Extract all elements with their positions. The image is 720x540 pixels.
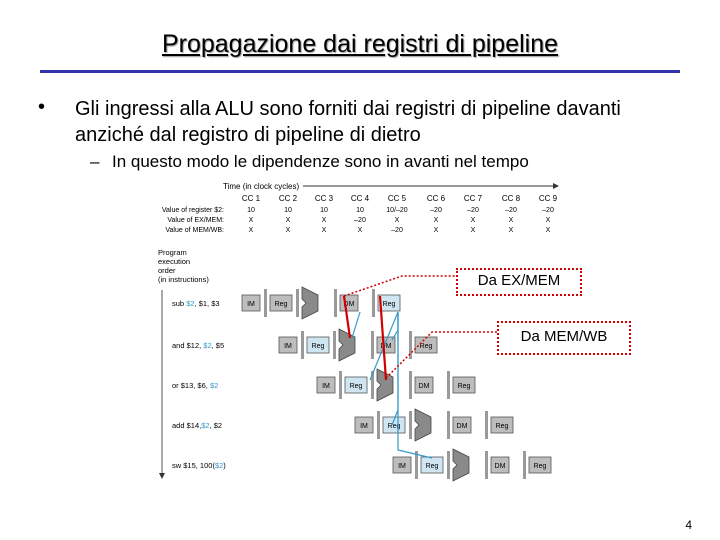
im-label: IM	[398, 463, 406, 470]
value-cell: –20	[505, 207, 517, 214]
value-row-label: Value of register $2:	[161, 207, 224, 214]
pipeline-register	[301, 331, 304, 359]
value-cell: X	[394, 217, 400, 224]
value-cell: –20	[467, 207, 479, 214]
pipeline-register	[264, 289, 267, 317]
callout-ex-mem: Da EX/MEM	[456, 268, 582, 296]
value-cell: X	[285, 227, 291, 234]
subbullet-marker: –	[90, 152, 100, 171]
value-cell: X	[545, 227, 551, 234]
dm-label: DM	[456, 423, 468, 430]
callout-leader-ex-mem	[344, 276, 456, 296]
alu-shape	[415, 409, 431, 441]
program-order-label: (in instructions)	[158, 275, 209, 284]
page-number: 4	[685, 518, 692, 532]
value-cell: –20	[430, 207, 442, 214]
value-cell: 10	[284, 207, 292, 214]
pipeline-register	[372, 289, 375, 317]
pipeline-register	[485, 411, 488, 439]
dm-label: DM	[494, 463, 506, 470]
cycle-label: CC 5	[387, 194, 407, 203]
reg-read-label: Reg	[274, 301, 288, 308]
reg-read-label: Reg	[425, 463, 439, 470]
slide-title: Propagazione dai registri di pipeline	[161, 30, 559, 58]
pipeline-register	[339, 371, 342, 399]
cycle-label: CC 9	[538, 194, 558, 203]
value-cell: –20	[391, 227, 403, 234]
value-cell: X	[508, 227, 514, 234]
value-cell: X	[470, 217, 476, 224]
value-cell: X	[433, 227, 439, 234]
subbullet-text: In questo modo le dipendenze sono in avanti nel tempo	[112, 152, 529, 171]
value-cell: 10/–20	[386, 207, 408, 214]
value-cell: X	[248, 227, 254, 234]
cycle-label: CC 2	[278, 194, 298, 203]
value-cell: 10	[320, 207, 328, 214]
pipeline-register	[523, 451, 526, 479]
pipeline-register	[296, 289, 299, 317]
pipeline-register	[485, 451, 488, 479]
value-cell: 10	[247, 207, 255, 214]
instruction-label: add $14,$2, $2	[172, 421, 223, 430]
reg-read-label: Reg	[349, 383, 363, 390]
cycle-label: CC 7	[463, 194, 483, 203]
reg-write-label: Reg	[533, 463, 547, 470]
cycle-label: CC 8	[501, 194, 521, 203]
program-order-label: execution	[158, 257, 191, 266]
dm-label: DM	[380, 343, 392, 350]
program-order-label: order	[158, 266, 176, 275]
bullet-marker: •	[38, 96, 46, 118]
reg-read-label: Reg	[311, 343, 325, 350]
im-label: IM	[360, 423, 368, 430]
cycle-label: CC 4	[350, 194, 370, 203]
data-path	[352, 312, 360, 338]
reg-write-label: Reg	[382, 301, 396, 308]
pipeline-register	[447, 451, 450, 479]
value-cell: 10	[356, 207, 364, 214]
instruction-label: sub $2, $1, $3	[172, 299, 220, 308]
pipeline-register	[409, 371, 412, 399]
dm-label: DM	[418, 383, 430, 390]
callout-leader-mem-wb	[386, 332, 497, 378]
value-cell: X	[508, 217, 514, 224]
instruction-label: sw $15, 100($2)	[172, 461, 226, 470]
cycle-label: CC 3	[314, 194, 334, 203]
pipeline-register	[447, 411, 450, 439]
time-axis-label: Time (in clock cycles)	[223, 182, 300, 191]
reg-write-label: Reg	[495, 423, 509, 430]
alu-shape	[339, 329, 355, 361]
reg-write-label: Reg	[457, 383, 471, 390]
dm-label: DM	[343, 301, 355, 308]
value-cell: X	[248, 217, 254, 224]
value-cell: X	[470, 227, 476, 234]
value-row-label: Value of EX/MEM:	[167, 217, 224, 224]
alu-shape	[453, 449, 469, 481]
value-cell: –20	[354, 217, 366, 224]
value-cell: X	[285, 217, 291, 224]
pipeline-register	[409, 411, 412, 439]
instruction-label: and $12, $2, $5	[172, 341, 225, 350]
pipeline-register	[371, 331, 374, 359]
reg-write-label: Reg	[419, 343, 433, 350]
instruction-label: or $13, $6, $2	[172, 381, 219, 390]
program-order-label: Program	[158, 248, 187, 257]
pipeline-register	[377, 411, 380, 439]
data-path	[392, 312, 398, 340]
pipeline-register	[333, 331, 336, 359]
value-cell: –20	[542, 207, 554, 214]
callout-mem-wb: Da MEM/WB	[497, 321, 631, 355]
value-cell: X	[433, 217, 439, 224]
value-cell: X	[545, 217, 551, 224]
bullet-text: Gli ingressi alla ALU sono forniti dai registri di pipeline davanti anziché dal registro di pipeline di dietro	[75, 98, 621, 146]
reg-read-label: Reg	[387, 423, 401, 430]
value-cell: X	[321, 217, 327, 224]
value-cell: X	[357, 227, 363, 234]
im-label: IM	[284, 343, 292, 350]
value-cell: X	[321, 227, 327, 234]
cycle-label: CC 6	[426, 194, 446, 203]
value-row-label: Value of MEM/WB:	[165, 227, 224, 234]
cycle-label: CC 1	[241, 194, 261, 203]
pipeline-register	[334, 289, 337, 317]
im-label: IM	[247, 301, 255, 308]
im-label: IM	[322, 383, 330, 390]
pipeline-register	[447, 371, 450, 399]
alu-shape	[302, 287, 318, 319]
